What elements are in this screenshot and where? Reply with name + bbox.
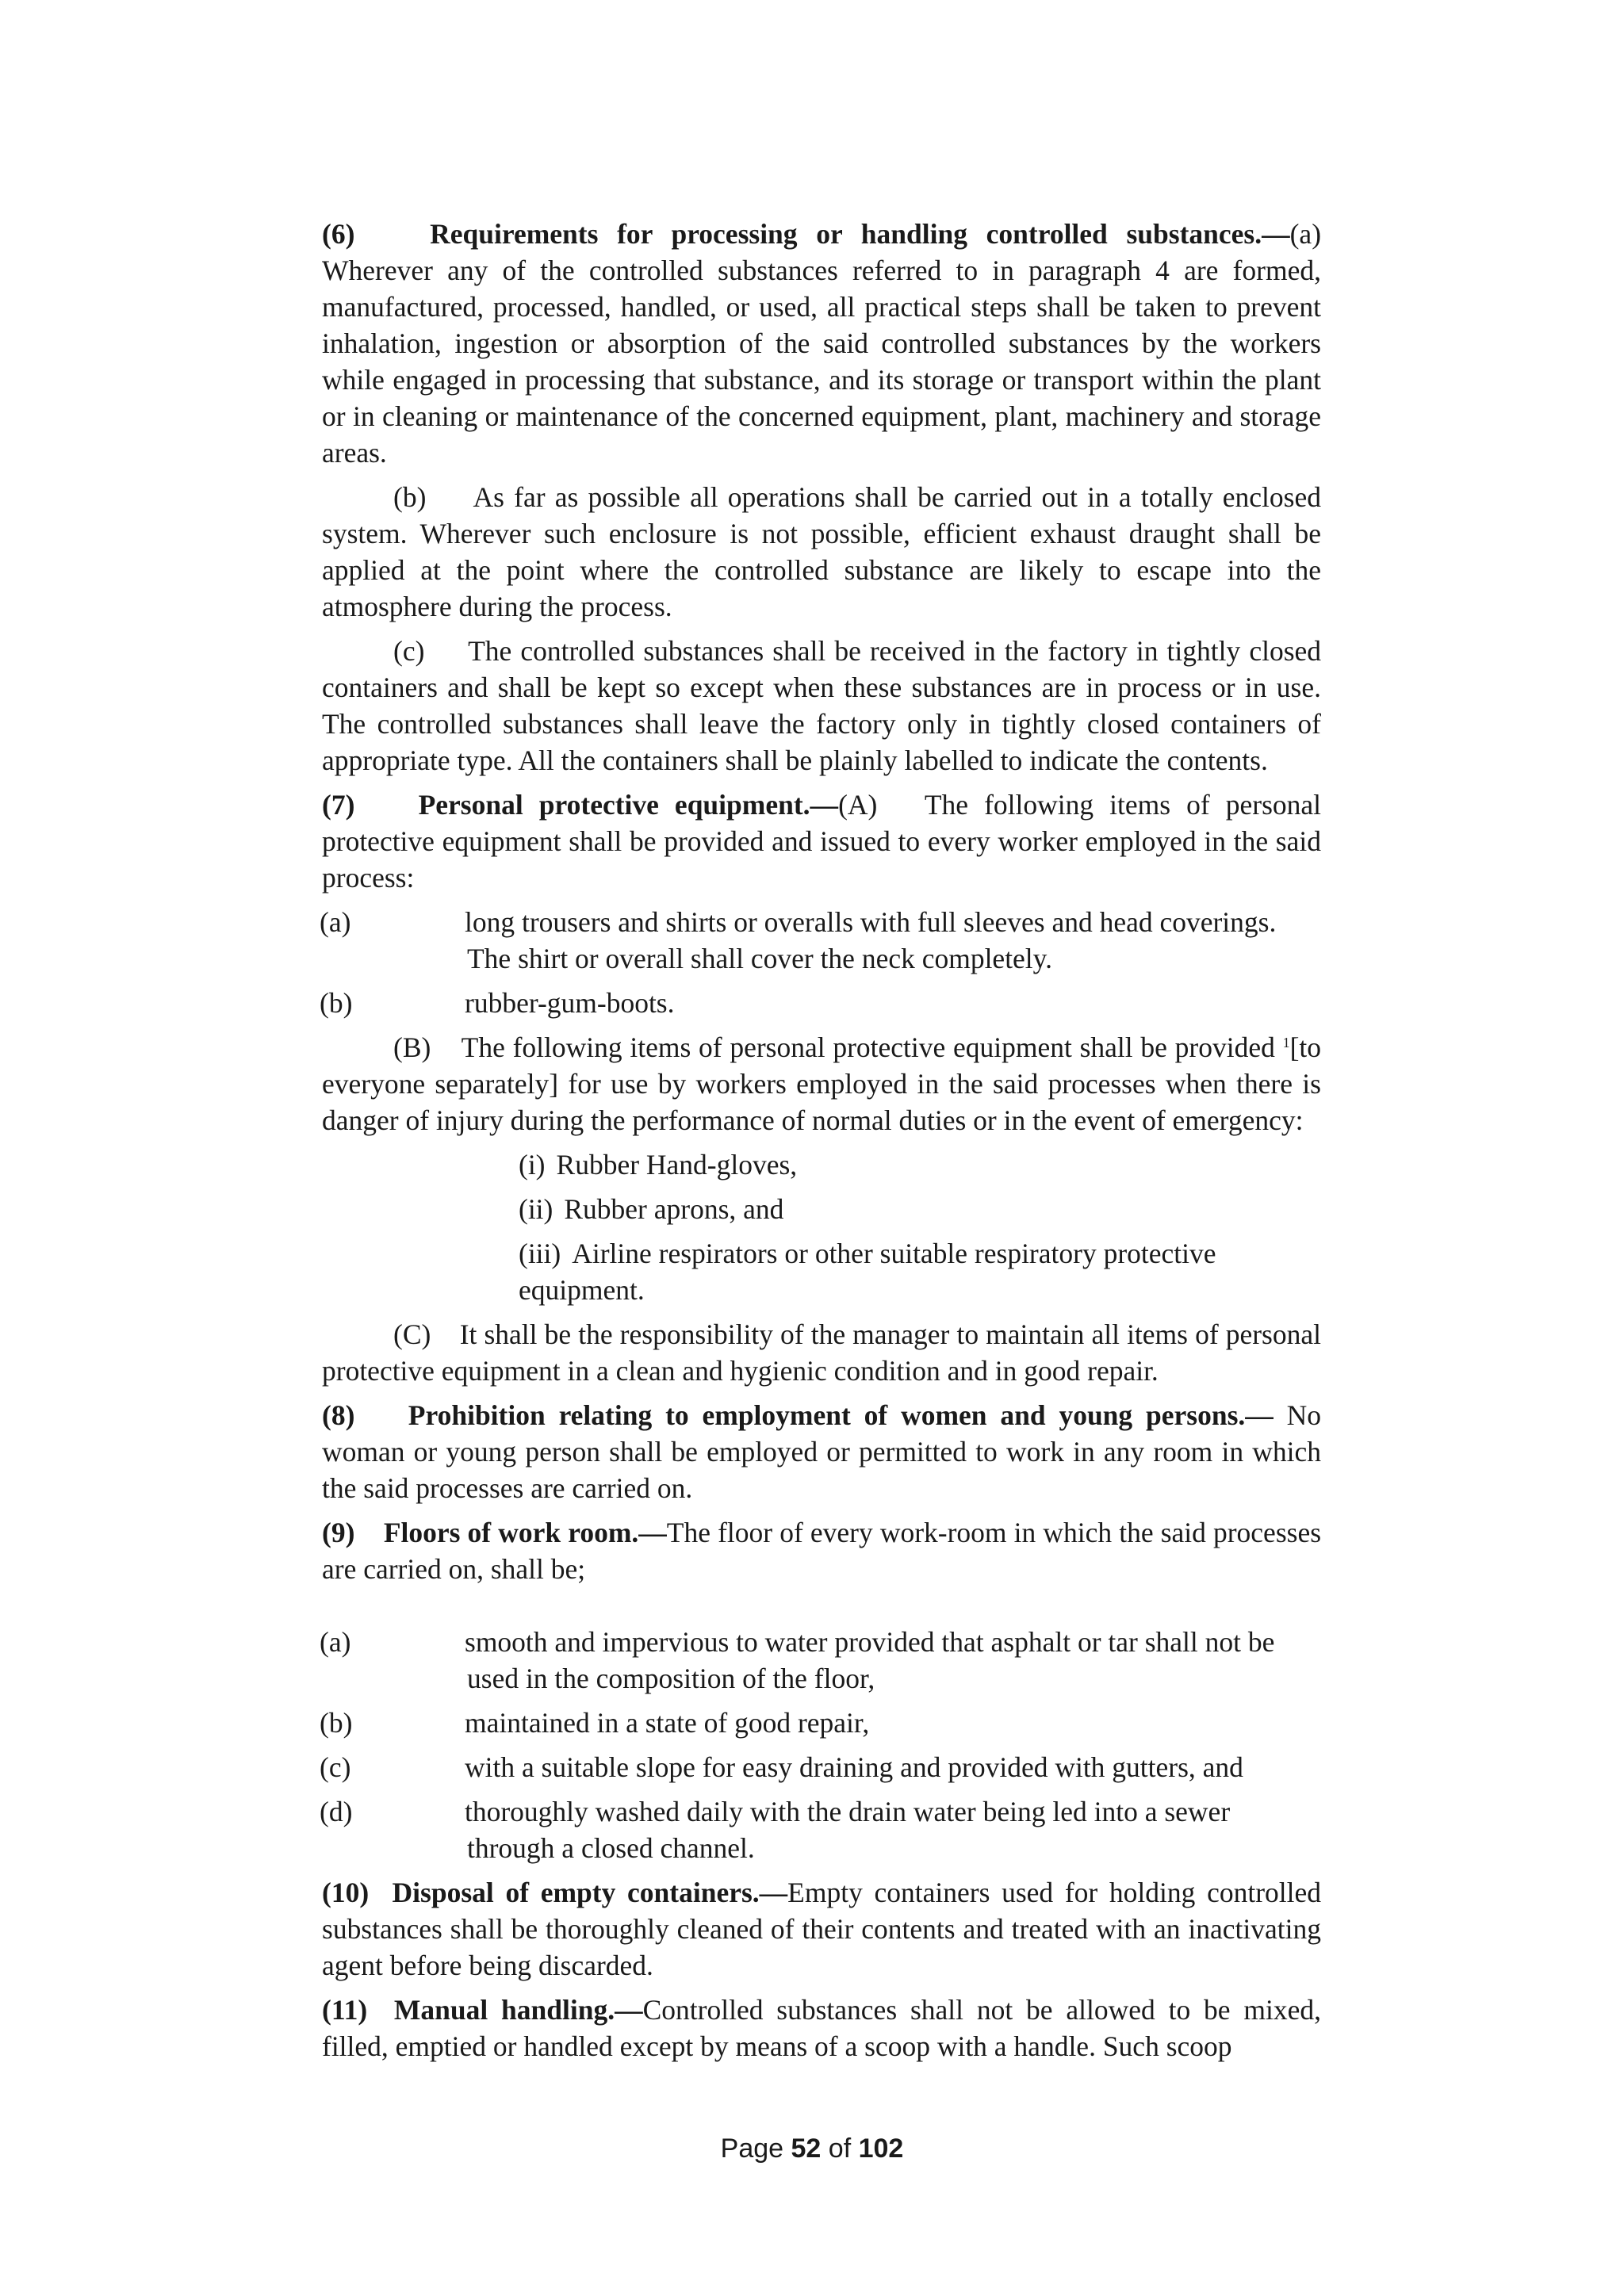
clause-text: The controlled substances shall be received in the factory in tightly closed containers and shall be kept so except when these substances are in process or in use. The controlled substances shall leave the factory only in tightly closed containers of appropriate type. All the containers shall be plainly labelled to indicate the contents. — [322, 635, 1322, 776]
list-item — [322, 1793, 1321, 1866]
document-body — [322, 216, 1321, 2064]
clause-text: Wherever any of the controlled substances referred to in paragraph 4 are formed, manufactured, processed, handled, or used, all practical steps shall be taken to prevent inhalation, ingestion or absorption of the said controlled substances by the workers while engaged in processing that substance, and its storage or transport within the plant or in cleaning or maintenance of the concerned equipment, plant, machinery and storage areas. — [322, 254, 1321, 469]
item-label: (d) — [320, 1796, 353, 1827]
page-label: Page — [720, 2133, 784, 2164]
item-label: (i) — [519, 1149, 546, 1181]
section-heading: Disposal of empty containers.— — [392, 1877, 788, 1908]
section-6-clause-c — [322, 633, 1321, 779]
section-9 — [322, 1514, 1321, 1587]
section-number: (6) — [322, 218, 355, 250]
list-item — [322, 1146, 1321, 1183]
section-heading: Floors of work room.— — [383, 1517, 667, 1548]
section-text: No woman or young person shall be employed or permitted to work in any room in which the said processes are carried on. — [322, 1399, 1322, 1504]
page-current: 52 — [791, 2133, 822, 2164]
clause-label: (B) — [393, 1031, 431, 1063]
item-label: (a) — [320, 906, 351, 938]
page-of: of — [828, 2133, 852, 2164]
list-item — [322, 1191, 1321, 1227]
section-text: Controlled substances shall not be allowed to be mixed, filled, emptied or handled except by means of a scoop with a handle. Such scoop — [322, 1994, 1321, 2062]
section-heading: Requirements for processing or handling controlled substances.— — [430, 218, 1290, 250]
section-10 — [322, 1874, 1321, 1984]
section-8 — [322, 1397, 1321, 1506]
section-number: (10) — [322, 1877, 370, 1908]
section-text: Empty containers used for holding controlled substances shall be thoroughly cleaned of their contents and treated with an inactivating agent before being discarded. — [322, 1877, 1321, 1981]
clause-label: (a) — [1289, 218, 1322, 250]
clause-text: The following items of personal protective equipment shall be provided — [461, 1031, 1275, 1063]
section-11 — [322, 1992, 1321, 2064]
footnote-marker: 1 — [1282, 1035, 1290, 1050]
list-item — [322, 1235, 1321, 1308]
item-label: (b) — [320, 987, 353, 1019]
clause-text: The following items of personal protective equipment shall be provided and issued to every worker employed in the said process: — [322, 789, 1322, 894]
item-text: with a suitable slope for easy draining and provided with gutters, and — [465, 1751, 1243, 1783]
section-heading: Personal protective equipment.— — [418, 789, 839, 821]
item-text: thoroughly washed daily with the drain water being led into a sewer through a closed channel. — [465, 1796, 1231, 1864]
section-number: (7) — [322, 789, 355, 821]
item-label: (b) — [320, 1707, 353, 1739]
item-label: (iii) — [519, 1238, 561, 1269]
section-heading: Prohibition relating to employment of women and young persons.— — [408, 1399, 1274, 1431]
item-text: long trousers and shirts or overalls with full sleeves and head coverings. The shirt or overall shall cover the neck completely. — [465, 906, 1277, 974]
item-text: Airline respirators or other suitable respiratory protective equipment. — [519, 1238, 1216, 1306]
section-7 — [322, 786, 1321, 896]
clause-text: [to everyone separately] for use by workers employed in the said processes when there is danger of injury during the performance of normal duties or in the event of emergency: — [322, 1031, 1322, 1136]
item-label: (a) — [320, 1626, 351, 1658]
clause-label: (b) — [393, 481, 427, 513]
list-item — [322, 904, 1321, 977]
section-7-clause-C — [322, 1316, 1321, 1389]
clause-label: (c) — [393, 635, 425, 667]
item-text: rubber-gum-boots. — [465, 987, 675, 1019]
list-item — [322, 1624, 1321, 1697]
item-text: maintained in a state of good repair, — [465, 1707, 870, 1739]
page-footer — [0, 2133, 1624, 2164]
section-number: (11) — [322, 1994, 368, 2026]
item-label: (ii) — [519, 1193, 553, 1225]
list-item — [322, 1705, 1321, 1741]
item-text: Rubber Hand-gloves, — [556, 1149, 798, 1181]
section-text: The floor of every work-room in which the said processes are carried on, shall be; — [322, 1517, 1322, 1585]
item-text: smooth and impervious to water provided that asphalt or tar shall not be used in the composition of the floor, — [465, 1626, 1275, 1694]
clause-text: It shall be the responsibility of the manager to maintain all items of personal protective equipment in a clean and hygienic condition and in good repair. — [322, 1318, 1321, 1387]
section-6-clause-b — [322, 479, 1321, 625]
list-item — [322, 985, 1321, 1021]
item-text: Rubber aprons, and — [564, 1193, 784, 1225]
item-label: (c) — [320, 1751, 351, 1783]
page-total: 102 — [858, 2133, 904, 2164]
list-item — [322, 1749, 1321, 1785]
section-heading: Manual handling.— — [393, 1994, 643, 2026]
clause-label: (C) — [393, 1318, 431, 1350]
section-7-clause-B — [322, 1029, 1321, 1138]
clause-label: (A) — [838, 789, 878, 821]
section-number: (9) — [322, 1517, 355, 1548]
section-6 — [322, 216, 1321, 471]
section-number: (8) — [322, 1399, 355, 1431]
clause-text: As far as possible all operations shall be carried out in a totally enclosed system. Wherever such enclosure is not possible, efficient exhaust draught shall be applied at the point where the controlled substance are likely to escape into the atmosphere during the process. — [322, 481, 1321, 622]
